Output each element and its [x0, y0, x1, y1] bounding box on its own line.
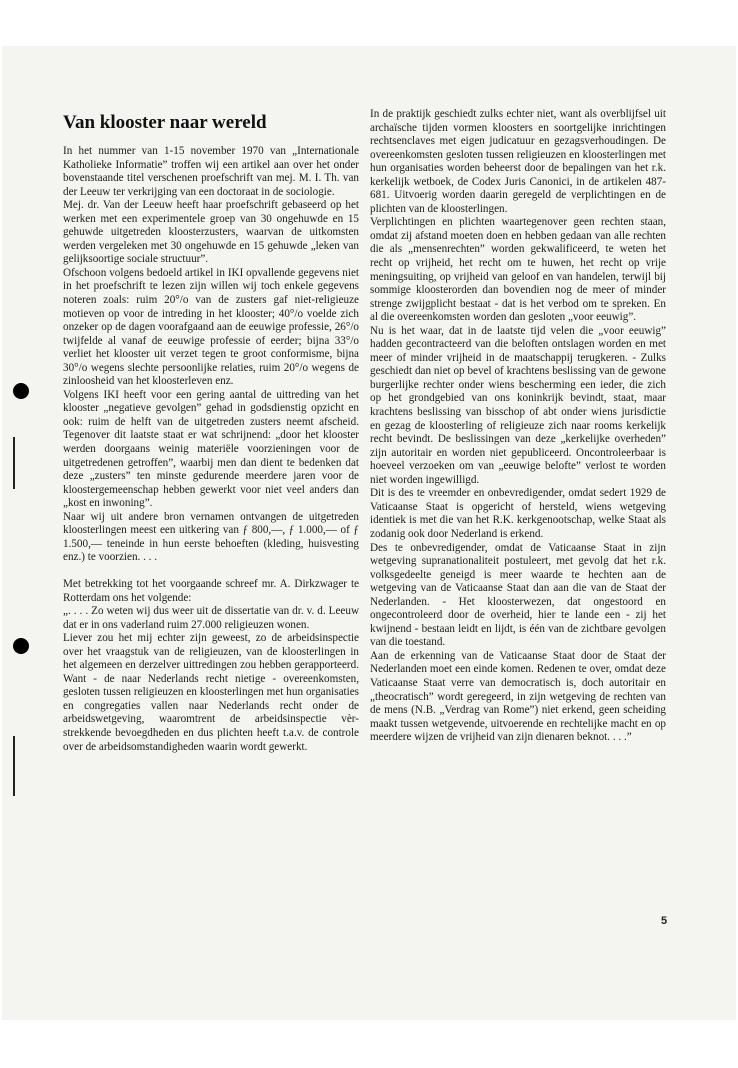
- paragraph: Volgens IKI heeft voor een gering aantal de uittreding van het klooster „negatieve gevolgen” gehad in godsdienstig opzicht en ook: ruim de helft van de uitgetreden zusters neemt afscheid. Tegenover dit laatste staat er wat schrijnend: „door het klooster werden doorgaans weinig materiële voorzieningen voor de uitgetredenen getroffen”, waarbij men dan dient te bedenken dat deze „zusters” ten minste gedurende meerdere jaren voor de kloostergemeenschap hebben gewerkt voor niet veel anders dan „kost en inwoning”.: [63, 388, 359, 510]
- margin-mark: [13, 736, 15, 796]
- page-number: 5: [661, 915, 668, 927]
- paragraph: Mej. dr. Van der Leeuw heeft haar proefschrift gebaseerd op het werken met een experimentele groep van 30 ongehuwde en 15 gehuwde uitgetreden kloosterzusters, waarvan de uitkomsten werden vergeleken met 30 ongehuwde en 15 gehuwde „leken van gelijksoortige sociale structuur”.: [63, 199, 359, 266]
- paragraph: Nu is het waar, dat in de laatste tijd velen die „voor eeuwig” hadden gecontracteerd van die beloften ontslagen worden en met meer of minder vrijheid in de maatschappij terugkeren. - Zulks geschiedt dan niet op bevel of krachtens beslissing van de gewone burgerlijke rechter onder wiens bescherming een ieder, die zich op het grondgebied van ons koninkrijk bevindt, staat, maar krachtens beslissing van bisschop of abt onder wiens jurisdictie en gezag de kloosterling of religieuze zich naar rooms kerkelijk recht bevindt. De beslissingen van deze „kerkelijke overheden” zijn autoritair en worden niet gepubliceerd. Oncontroleerbaar is hoeveel verzoeken om van „eeuwige belofte” verlost te worden niet worden ingewilligd.: [370, 324, 666, 486]
- punch-hole: [13, 383, 29, 399]
- paragraph: Des te onbevredigender, omdat de Vaticaanse Staat in zijn wetgeving supranationaliteit postuleert, met gevolg dat het r.k. volksgedeelte geneigd is meer waarde te hechten aan de wetgeving van de Vaticaanse Staat dan aan die van de Staat der Nederlanden. - Het kloosterwezen, dat ongestoord en ongecontroleerd door de overheid, hier te lande een - zij het kwijnend - bestaan leidt en lijdt, is één van de zichtbare gevolgen van die toestand.: [370, 541, 666, 649]
- paragraph: In het nummer van 1-15 november 1970 van „Internationale Katholieke Informatie” troffen wij een artikel aan over het onder bovenstaande titel verschenen proefschrift van mej. M. I. Th. van der Leeuw ter verkrijging van een doctoraat in de sociologie.: [63, 145, 359, 198]
- paragraph: Met betrekking tot het voorgaande schreef mr. A. Dirkzwager te Rotterdam ons het volgende:: [63, 577, 359, 604]
- article-title: Van klooster naar wereld: [63, 112, 267, 133]
- punch-hole: [13, 638, 29, 654]
- left-column: [63, 145, 359, 754]
- paragraph: Aan de erkenning van de Vaticaanse Staat door de Staat der Nederlanden moet een einde komen. Redenen te over, omdat deze Vaticaanse Staat verre van democratisch is, doch autoritair en „theocratisch” wordt geregeerd, in zijn wetgeving de rechten van de mens (N.B. „Verdrag van Rome”) niet erkend, geen scheiding maakt tussen wetgevende, uitvoerende en rechtelijke macht en op meerdere wijzen de vrijheid van zijn dienaren beknot. . . .”: [370, 649, 666, 744]
- paragraph: „. . . . Zo weten wij dus weer uit de dissertatie van dr. v. d. Leeuw dat er in ons vaderland ruim 27.000 religieuzen wonen.: [63, 605, 359, 631]
- paragraph: Dit is des te vreemder en onbevredigender, omdat sedert 1929 de Vaticaanse Staat is opgericht of hersteld, wiens wetgeving identiek is met die van het R.K. kerkgenootschap, welke Staat als zodanig ook door Nederland is erkend.: [370, 487, 666, 540]
- paragraph: Ofschoon volgens bedoeld artikel in IKI opvallende gegevens niet in het proefschrift te lezen zijn willen wij toch enkele gegevens noteren zoals: ruim 20°/o van de zusters gaf niet-religieuze motieven op voor de intreding in het klooster; 40°/o voelde zich onzeker op de dagen voorafgaand aan de eeuwige professie, 26°/o twijfelde al vanaf de eeuwige professie of eerder; bijna 33°/o verliet het klooster uit verzet tegen te groot conformisme, bijna 30°/o wegens slechte persoonlijke relaties, ruim 20°/o wegens de zinloosheid van het kloosterleven enz.: [63, 266, 359, 388]
- paragraph: Naar wij uit andere bron vernamen ontvangen de uitgetreden kloosterlingen meest een uitkering van ƒ 800,—, ƒ 1.000,— of ƒ 1.500,— teneinde in hun eerste behoeften (kleding, huisvesting enz.) te voorzien. . . .: [63, 510, 359, 564]
- right-column: [370, 108, 666, 745]
- margin-mark: [13, 437, 15, 489]
- paragraph: Verplichtingen en plichten waartegenover geen rechten staan, omdat zij afstand moeten doen en hebben gedaan van alle rechten die als „mensenrechten” worden gekwalificeerd, te weten het recht op vrijheid, het recht om te huwen, het recht op vrije meningsuiting, op vrijheid van geloof en van handelen, terwijl bij sommige kloosterorden dan bovendien nog de meer of minder strenge zwijgplicht bestaat - dat is het verbod om te spreken. En al die overeenkomsten worden dan gesloten „voor eeuwig”.: [370, 216, 666, 324]
- paragraph: In de praktijk geschiedt zulks echter niet, want als overblijfsel uit archaïsche tijden vormen kloosters en soortgelijke inrichtingen rechtsenclaves met eigen judicatuur en gezagsverhoudingen. De overeenkomsten gesloten tussen religieuzen en kloosterlingen met hun organisaties worden beheerst door de bepalingen van het r.k. kerkelijk wetboek, de Codex Juris Canonici, in de artikelen 487-681. Uitvoerig worden daarin geregeld de verplichtingen en de plichten van de kloosterlingen.: [370, 108, 666, 215]
- paragraph: Liever zou het mij echter zijn geweest, zo de arbeidsinspectie over het vraagstuk van de religieuzen, van de kloosterlingen in het algemeen en derzelver uittredingen zou hebben gerapporteerd. Want - de naar Nederlands recht nietige - overeenkomsten, gesloten tussen religieuzen en kloosterlingen met hun organisaties en congregaties vallen naar Nederlands recht onder de arbeidswetgeving, waaromtrent de arbeidsinspectie vèr-strekkende bevoegdheden en dus plichten heeft t.a.v. de controle over de arbeidsomstandigheden waarin wordt gewerkt.: [63, 632, 359, 753]
